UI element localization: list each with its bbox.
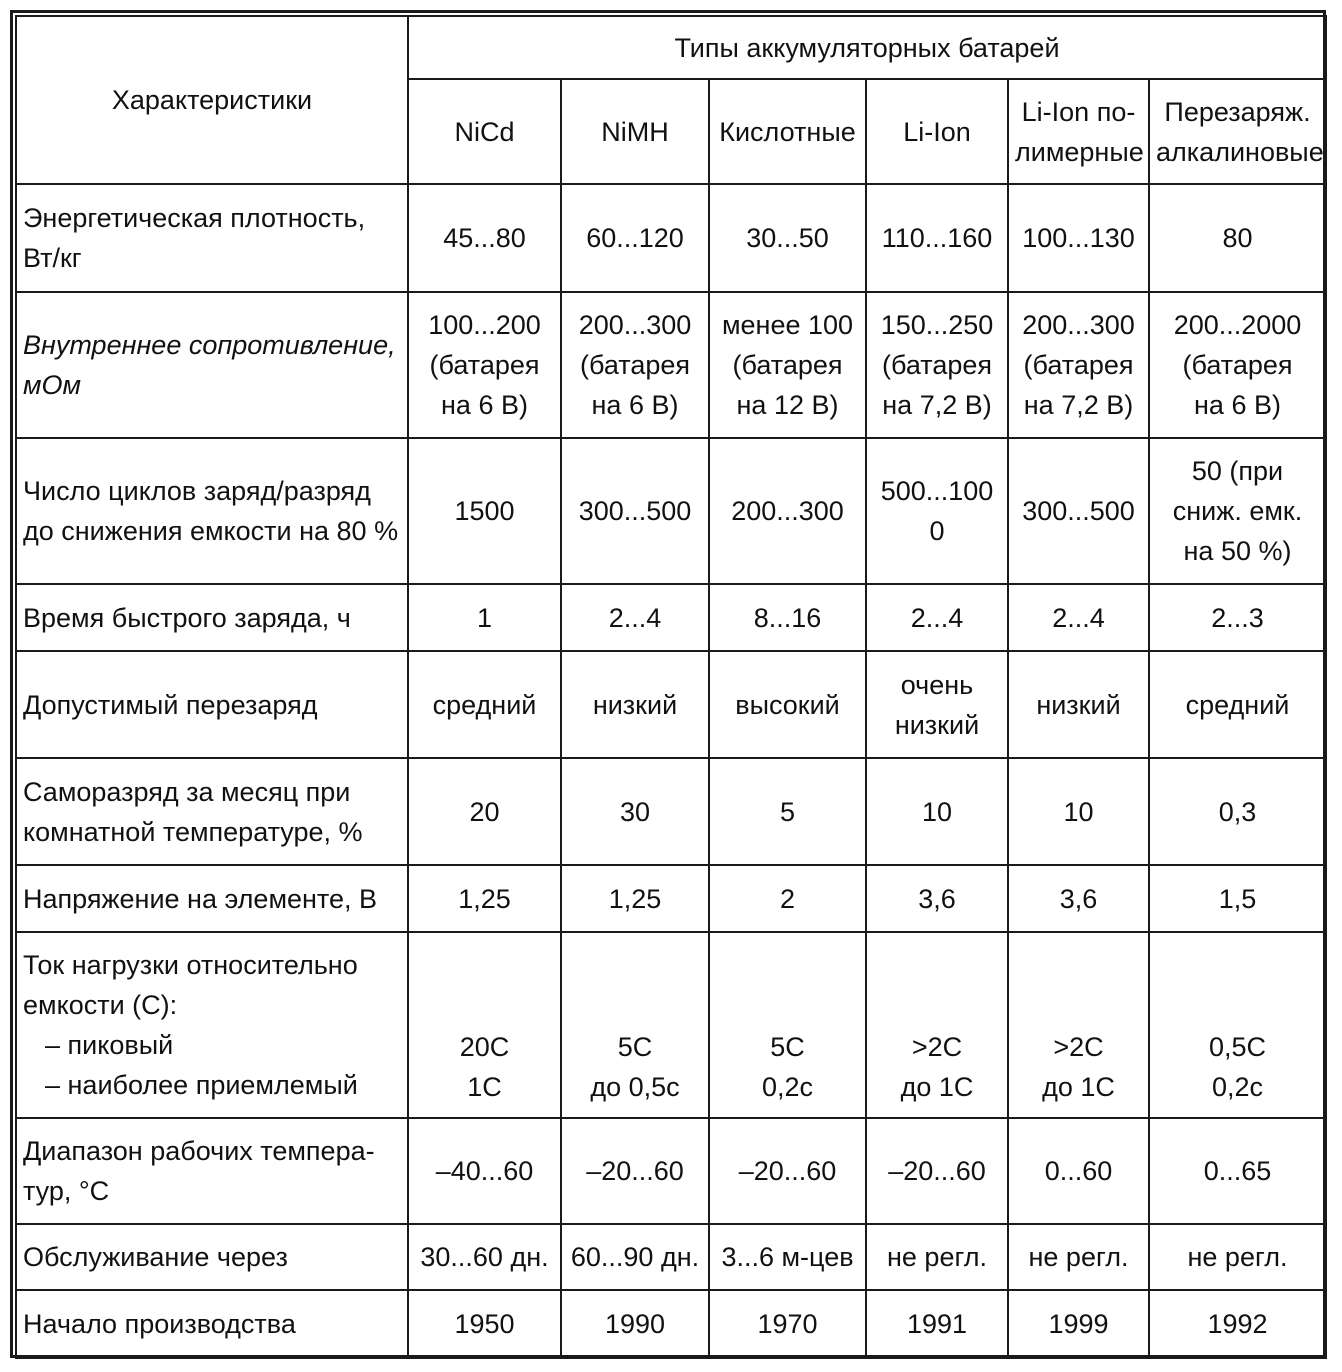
- row-label: Допустимый перезаряд: [16, 651, 408, 758]
- cell-value: 300...500: [561, 438, 709, 584]
- cell-value: менее 100 (батарея на 12 В): [709, 292, 866, 438]
- cell-value: 1: [408, 584, 561, 651]
- cell-value: 20: [408, 758, 561, 865]
- cell-value: 80: [1149, 184, 1326, 292]
- row-label-group: [16, 932, 408, 1118]
- table-row-temperature-range: [16, 1118, 1326, 1224]
- row-label: Число циклов заряд/разряд до снижения емкости на 80 %: [16, 438, 408, 584]
- cell-value: 20С 1С: [408, 932, 561, 1118]
- row-label: Ток нагрузки относительно емкости (С):: [23, 950, 358, 1020]
- cell-value: 1950: [408, 1290, 561, 1358]
- cell-value: 8...16: [709, 584, 866, 651]
- cell-value: 200...300 (батарея на 7,2 В): [1008, 292, 1149, 438]
- table-row-cycle-count: [16, 438, 1326, 584]
- cell-value: 500...100 0: [866, 438, 1008, 584]
- cell-value: 1,25: [561, 865, 709, 932]
- cell-value: 150...250 (батарея на 7,2 В): [866, 292, 1008, 438]
- cell-value: 1,25: [408, 865, 561, 932]
- cell-value: средний: [1149, 651, 1326, 758]
- cell-value: 45...80: [408, 184, 561, 292]
- row-label: Обслуживание через: [16, 1224, 408, 1290]
- cell-value: 2...4: [866, 584, 1008, 651]
- cell-value: 0...60: [1008, 1118, 1149, 1224]
- type-header-alkaline: Перезаряж. алкалиновые: [1149, 79, 1326, 184]
- cell-value: –20...60: [709, 1118, 866, 1224]
- cell-value: 1990: [561, 1290, 709, 1358]
- cell-value: не регл.: [1149, 1224, 1326, 1290]
- cell-value: 50 (при сниж. емк. на 50 %): [1149, 438, 1326, 584]
- cell-value: 1992: [1149, 1290, 1326, 1358]
- table-row-overcharge-tolerance: [16, 651, 1326, 758]
- cell-value: 3,6: [866, 865, 1008, 932]
- cell-value: –40...60: [408, 1118, 561, 1224]
- table-row-self-discharge: [16, 758, 1326, 865]
- table-row-cell-voltage: [16, 865, 1326, 932]
- row-sub-label-optimal: – наиболее приемлемый: [45, 1070, 358, 1100]
- cell-value: 2...4: [1008, 584, 1149, 651]
- type-header-nicd: NiCd: [408, 79, 561, 184]
- table-row-maintenance: [16, 1224, 1326, 1290]
- cell-value: 200...2000 (батарея на 6 В): [1149, 292, 1326, 438]
- cell-value: 200...300 (батарея на 6 В): [561, 292, 709, 438]
- cell-value: 10: [1008, 758, 1149, 865]
- cell-value: низкий: [561, 651, 709, 758]
- cell-value: высокий: [709, 651, 866, 758]
- row-label: Диапазон рабочих темпера- тур, °С: [16, 1118, 408, 1224]
- table-row-load-current: [16, 932, 1326, 1118]
- table-row-fast-charge-time: [16, 584, 1326, 651]
- cell-value: 30...50: [709, 184, 866, 292]
- cell-value: 0...65: [1149, 1118, 1326, 1224]
- cell-value: >2С до 1С: [1008, 932, 1149, 1118]
- cell-value: 1,5: [1149, 865, 1326, 932]
- cell-value: 300...500: [1008, 438, 1149, 584]
- row-label: Время быстрого заряда, ч: [16, 584, 408, 651]
- cell-value: очень низкий: [866, 651, 1008, 758]
- type-header-nimh: NiMH: [561, 79, 709, 184]
- cell-value: 2: [709, 865, 866, 932]
- battery-types-header: Типы аккумуляторных батарей: [408, 16, 1326, 79]
- cell-value: >2С до 1С: [866, 932, 1008, 1118]
- cell-value: не регл.: [866, 1224, 1008, 1290]
- characteristics-header: Характеристики: [16, 16, 408, 184]
- cell-value: 2...3: [1149, 584, 1326, 651]
- battery-comparison-table: [15, 15, 1327, 1359]
- cell-value: 200...300: [709, 438, 866, 584]
- cell-value: 60...90 дн.: [561, 1224, 709, 1290]
- cell-value: 0,5С 0,2с: [1149, 932, 1326, 1118]
- cell-value: низкий: [1008, 651, 1149, 758]
- table-row-internal-resistance: [16, 292, 1326, 438]
- cell-value: 2...4: [561, 584, 709, 651]
- cell-value: 5: [709, 758, 866, 865]
- header-row-top: [16, 16, 1326, 79]
- cell-value: 5С до 0,5с: [561, 932, 709, 1118]
- cell-value: 1991: [866, 1290, 1008, 1358]
- cell-value: 110...160: [866, 184, 1008, 292]
- cell-value: 10: [866, 758, 1008, 865]
- row-label: Начало производства: [16, 1290, 408, 1358]
- cell-value: 60...120: [561, 184, 709, 292]
- cell-value: 1970: [709, 1290, 866, 1358]
- row-label: Энергетическая плотность, Вт/кг: [16, 184, 408, 292]
- cell-value: средний: [408, 651, 561, 758]
- cell-value: 100...130: [1008, 184, 1149, 292]
- cell-value: 3,6: [1008, 865, 1149, 932]
- table-row-energy-density: [16, 184, 1326, 292]
- cell-value: –20...60: [866, 1118, 1008, 1224]
- cell-value: 5С 0,2с: [709, 932, 866, 1118]
- cell-value: 1500: [408, 438, 561, 584]
- row-label: Саморазряд за месяц при комнатной температуре, %: [16, 758, 408, 865]
- cell-value: 0,3: [1149, 758, 1326, 865]
- cell-value: 30...60 дн.: [408, 1224, 561, 1290]
- row-label: Напряжение на элементе, В: [16, 865, 408, 932]
- cell-value: –20...60: [561, 1118, 709, 1224]
- cell-value: 1999: [1008, 1290, 1149, 1358]
- row-sub-label-peak: – пиковый: [45, 1030, 174, 1060]
- cell-value: не регл.: [1008, 1224, 1149, 1290]
- table-row-production-start: [16, 1290, 1326, 1358]
- cell-value: 100...200 (батарея на 6 В): [408, 292, 561, 438]
- type-header-li-ion: Li-Ion: [866, 79, 1008, 184]
- cell-value: 30: [561, 758, 709, 865]
- type-header-li-ion-polymer: Li-Ion по- лимерные: [1008, 79, 1149, 184]
- type-header-acid: Кислотные: [709, 79, 866, 184]
- cell-value: 3...6 м-цев: [709, 1224, 866, 1290]
- row-label: Внутреннее сопротивление, мОм: [16, 292, 408, 438]
